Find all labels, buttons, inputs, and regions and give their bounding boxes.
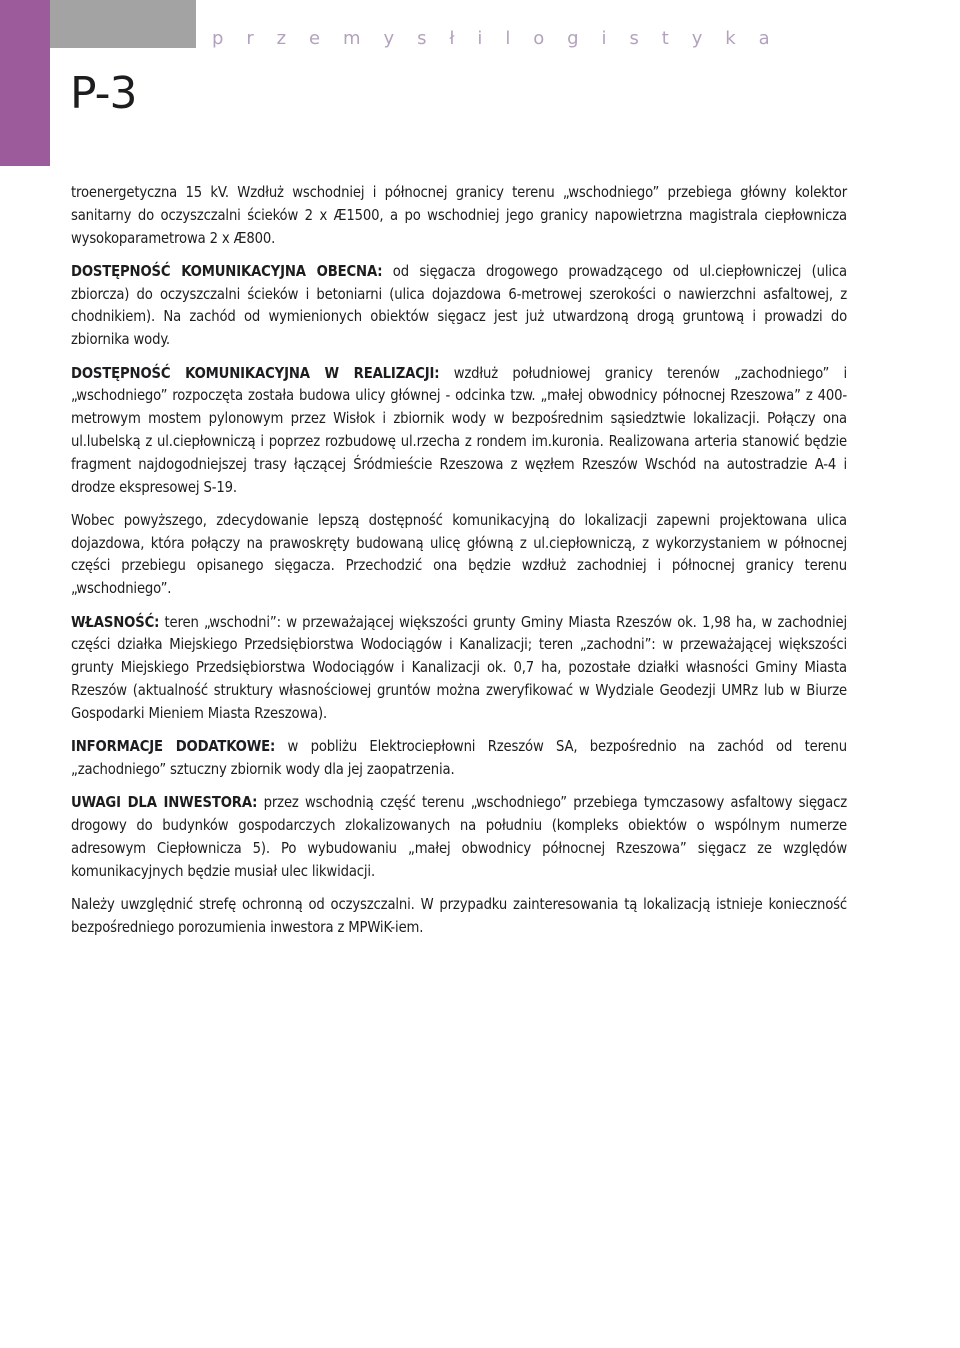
- paragraph-text: teren „wschodni”: w przeważającej większości grunty Gminy Miasta Rzeszów ok. 1,98 ha, w zachodniej części działka Miejskiego Przedsiębiorstwa Wodociągów i Kanalizacji; teren „zachodni”: w przeważającej większości grunty Miejskiego Przedsiębiorstwa Wodociągów i Kanalizacji ok. 0,7 ha, pozostałe działki własności Gminy Miasta Rzeszów (aktualność struktury własnościowej gruntów można zweryfikować w Wydziale Geodezji UMRz lub w Biurze Gospodarki Mieniem Miasta Rzeszowa).: [71, 613, 847, 722]
- paragraph-investor-notes: [71, 792, 847, 883]
- paragraph-infrastructure: [71, 182, 847, 250]
- paragraph-protection-zone: [71, 894, 847, 940]
- paragraph-label: DOSTĘPNOŚĆ KOMUNIKACYJNA W REALIZACJI:: [71, 364, 440, 382]
- paragraph-current-access: [71, 261, 847, 352]
- paragraph-planned-access: [71, 363, 847, 500]
- paragraph-access-road: [71, 510, 847, 601]
- paragraph-label: DOSTĘPNOŚĆ KOMUNIKACYJNA OBECNA:: [71, 262, 383, 280]
- decorative-gray-block: [50, 0, 196, 48]
- paragraph-ownership: [71, 612, 847, 726]
- paragraph-additional-info: [71, 736, 847, 782]
- paragraph-label: WŁASNOŚĆ:: [71, 613, 160, 631]
- decorative-purple-bar: [0, 0, 50, 166]
- section-title: p r z e m y s ł i l o g i s t y k a: [212, 28, 779, 49]
- paragraph-label: INFORMACJE DODATKOWE:: [71, 738, 276, 756]
- paragraph-text: w pobliżu Elektrociepłowni Rzeszów SA, bezpośrednio na zachód od terenu „zachodniego” sztuczny zbiornik wody dla jej zaopatrzenia.: [71, 738, 847, 778]
- page-code: P-3: [70, 68, 137, 119]
- paragraph-text: Wobec powyższego, zdecydowanie lepszą dostępność komunikacyjną do lokalizacji zapewni projektowana ulica dojazdowa, która połączy na prawoskręty budowaną ulicę główną z ul.ciepłowniczą, z wykorzystaniem w północnej części przebiegu opisanego sięgacza. Przechodzić ona będzie wzdłuż zachodniej i północnej granicy terenu „wschodniego”.: [71, 511, 847, 598]
- document-body: [71, 182, 847, 950]
- paragraph-text: wzdłuż południowej granicy terenów „zachodniego” i „wschodniego” rozpoczęta została budowa ulicy głównej - odcinka tzw. „małej obwodnicy północnej Rzeszowa” z 400-metrowym mostem pylonowym przez Wisłok i zbiornik wody w bezpośrednim sąsiedztwie lokalizacji. Połączy ona ul.lubelską z ul.ciepłowniczą i poprzez rozbudowę ul.rzecha z rondem im.kuronia. Realizowana arteria stanowić będzie fragment najdogodniejszej trasy łączącej Śródmieście Rzeszowa z węzłem Rzeszów Wschód na autostradzie A-4 i drodze ekspresowej S-19.: [71, 364, 848, 496]
- paragraph-text: troenergetyczna 15 kV. Wzdłuż wschodniej i północnej granicy terenu „wschodniego” przebiega główny kolektor sanitarny do oczyszczalni ścieków 2 x Æ1500, a po wschodniej jego granicy napowietrzna magistrala ciepłownicza wysokoparametrowa 2 x Æ800.: [71, 184, 847, 247]
- paragraph-text: przez wschodnią część terenu „wschodniego” przebiega tymczasowy asfaltowy sięgacz drogowy do budynków gospodarczych zlokalizowanych na południu (kompleks obiektów o wspólnym numerze adresowym Ciepłownicza 5). Po wybudowaniu „małej obwodnicy północnej Rzeszowa” sięgacz ze względów komunikacyjnych będzie musiał ulec likwidacji.: [71, 794, 848, 880]
- paragraph-label: UWAGI DLA INWESTORA:: [71, 794, 258, 812]
- paragraph-text: od sięgacza drogowego prowadzącego od ul.ciepłowniczej (ulica zbiorcza) do oczyszczalni ścieków i betoniarni (ulica dojazdowa 6-metrowej szerokości o nawierzchni asfaltowej, z chodnikiem). Na zachód od wymienionych obiektów sięgacz jest już utwardzoną drogą gruntową i prowadzi do zbiornika wody.: [71, 262, 847, 349]
- paragraph-text: Należy uwzględnić strefę ochronną od oczyszczalni. W przypadku zainteresowania tą lokalizacją istnieje konieczność bezpośredniego porozumienia inwestora z MPWiK-iem.: [71, 895, 847, 936]
